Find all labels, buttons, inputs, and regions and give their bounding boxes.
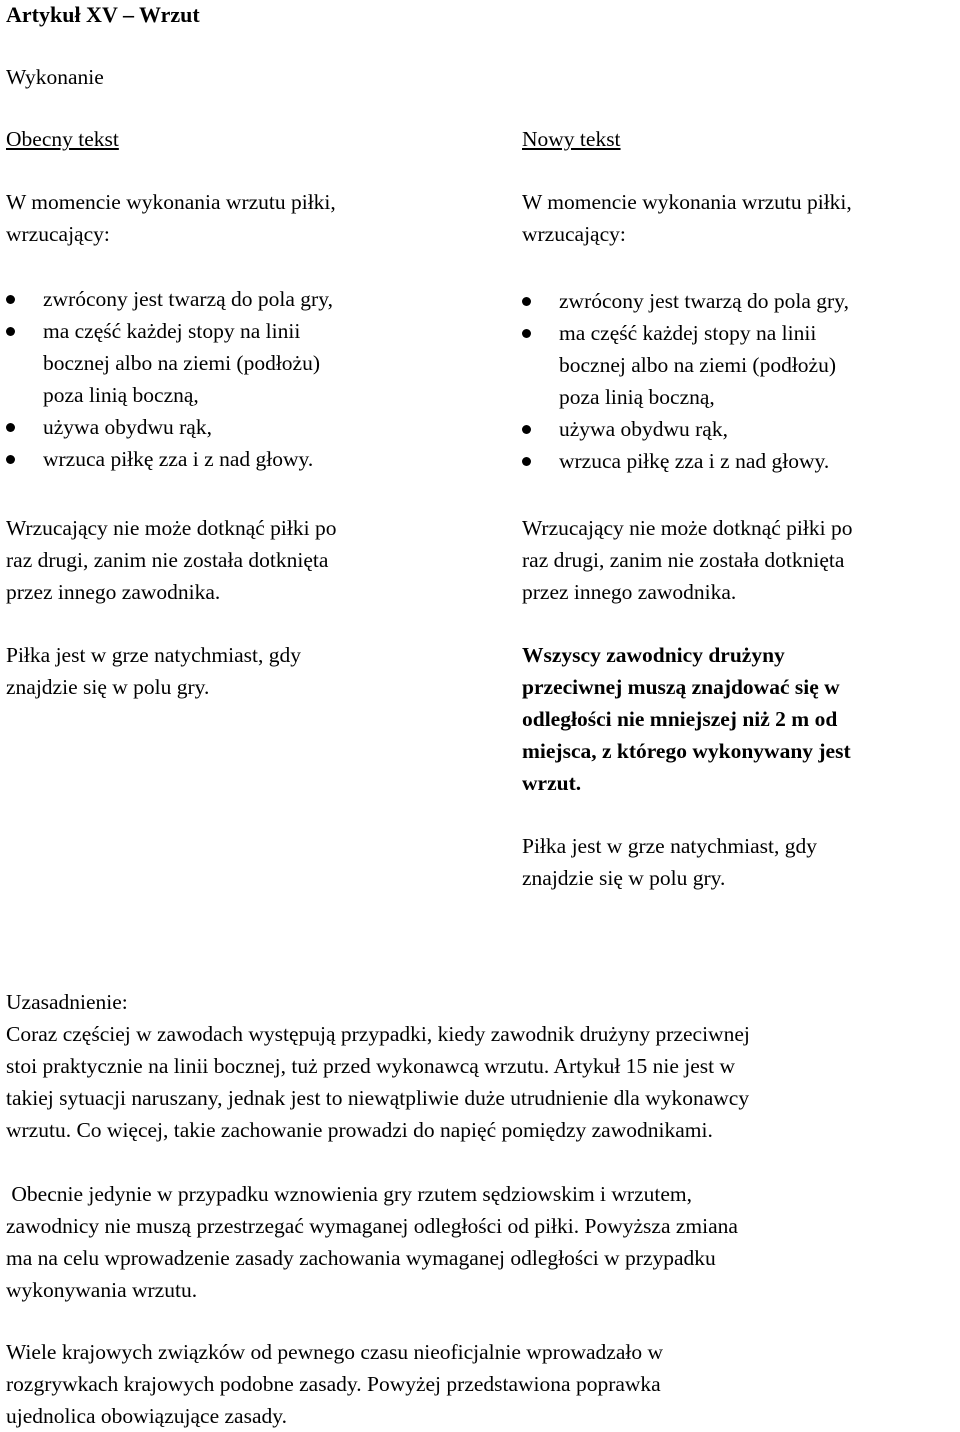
left-bullet-item: ma część każdej stopy na linii bocznej albo na ziemi (podłożu) poza linią boczną, (6, 315, 466, 411)
right-column-paragraph-1: Wrzucający nie może dotknąć piłki po raz drugi, zanim nie została dotknięta przez innego zawodnika. (522, 516, 853, 604)
section-heading: Wykonanie (6, 65, 104, 89)
right-column-bullet-list (522, 285, 960, 477)
left-bullet-item: wrzuca piłkę zza i z nad głowy. (6, 443, 466, 475)
left-bullet-item: używa obydwu rąk, (6, 411, 466, 443)
right-bullet-item: wrzuca piłkę zza i z nad głowy. (522, 445, 960, 477)
justification-paragraph-2: Obecnie jedynie w przypadku wznowienia gry rzutem sędziowskim i wrzutem, zawodnicy nie muszą przestrzegać wymaganej odległości od piłki. Powyższa zmiana ma na celu wprowadzenie zasady zachowania wymaganej odległości w przypadku wykonywania wrzutu. (6, 1182, 738, 1302)
right-column-intro: W momencie wykonania wrzutu piłki, wrzucający: (522, 190, 852, 246)
left-column-heading: Obecny tekst (6, 127, 119, 151)
left-bullet-item: zwrócony jest twarzą do pola gry, (6, 283, 466, 315)
justification-paragraph-3: Wiele krajowych związków od pewnego czasu nieoficjalnie wprowadzało w rozgrywkach krajowych podobne zasady. Powyżej przedstawiona poprawka ujednolica obowiązujące zasady. (6, 1340, 664, 1428)
right-bullet-item: zwrócony jest twarzą do pola gry, (522, 285, 960, 317)
right-column-heading: Nowy tekst (522, 127, 621, 151)
justification-paragraph-1: Coraz częściej w zawodach występują przypadki, kiedy zawodnik drużyny przeciwnej stoi praktycznie na linii bocznej, tuż przed wykonawcą wrzutu. Artykuł 15 nie jest w takiej sytuacji naruszany, jednak jest to niewątpliwie duże utrudnienie dla wykonawcy wrzutu. Co więcej, takie zachowanie prowadzi do napięć pomiędzy zawodnikami. (6, 1022, 750, 1142)
right-column-bold-paragraph: Wszyscy zawodnicy drużyny przeciwnej muszą znajdować się w odległości nie mniejszej niż 2 m od miejsca, z którego wykonywany jest wrzut. (522, 643, 851, 795)
document-title: Artykuł XV – Wrzut (6, 2, 200, 27)
right-bullet-item: używa obydwu rąk, (522, 413, 960, 445)
left-column-intro: W momencie wykonania wrzutu piłki, wrzucający: (6, 190, 336, 246)
left-column-bullet-list (6, 283, 466, 475)
right-bullet-item: ma część każdej stopy na linii bocznej albo na ziemi (podłożu) poza linią boczną, (522, 317, 960, 413)
right-column-paragraph-2: Piłka jest w grze natychmiast, gdy znajdzie się w polu gry. (522, 834, 817, 890)
justification-label: Uzasadnienie: (6, 990, 128, 1014)
left-column-paragraph-2: Piłka jest w grze natychmiast, gdy znajdzie się w polu gry. (6, 643, 301, 699)
left-column-paragraph-1: Wrzucający nie może dotknąć piłki po raz drugi, zanim nie została dotknięta przez innego zawodnika. (6, 516, 337, 604)
